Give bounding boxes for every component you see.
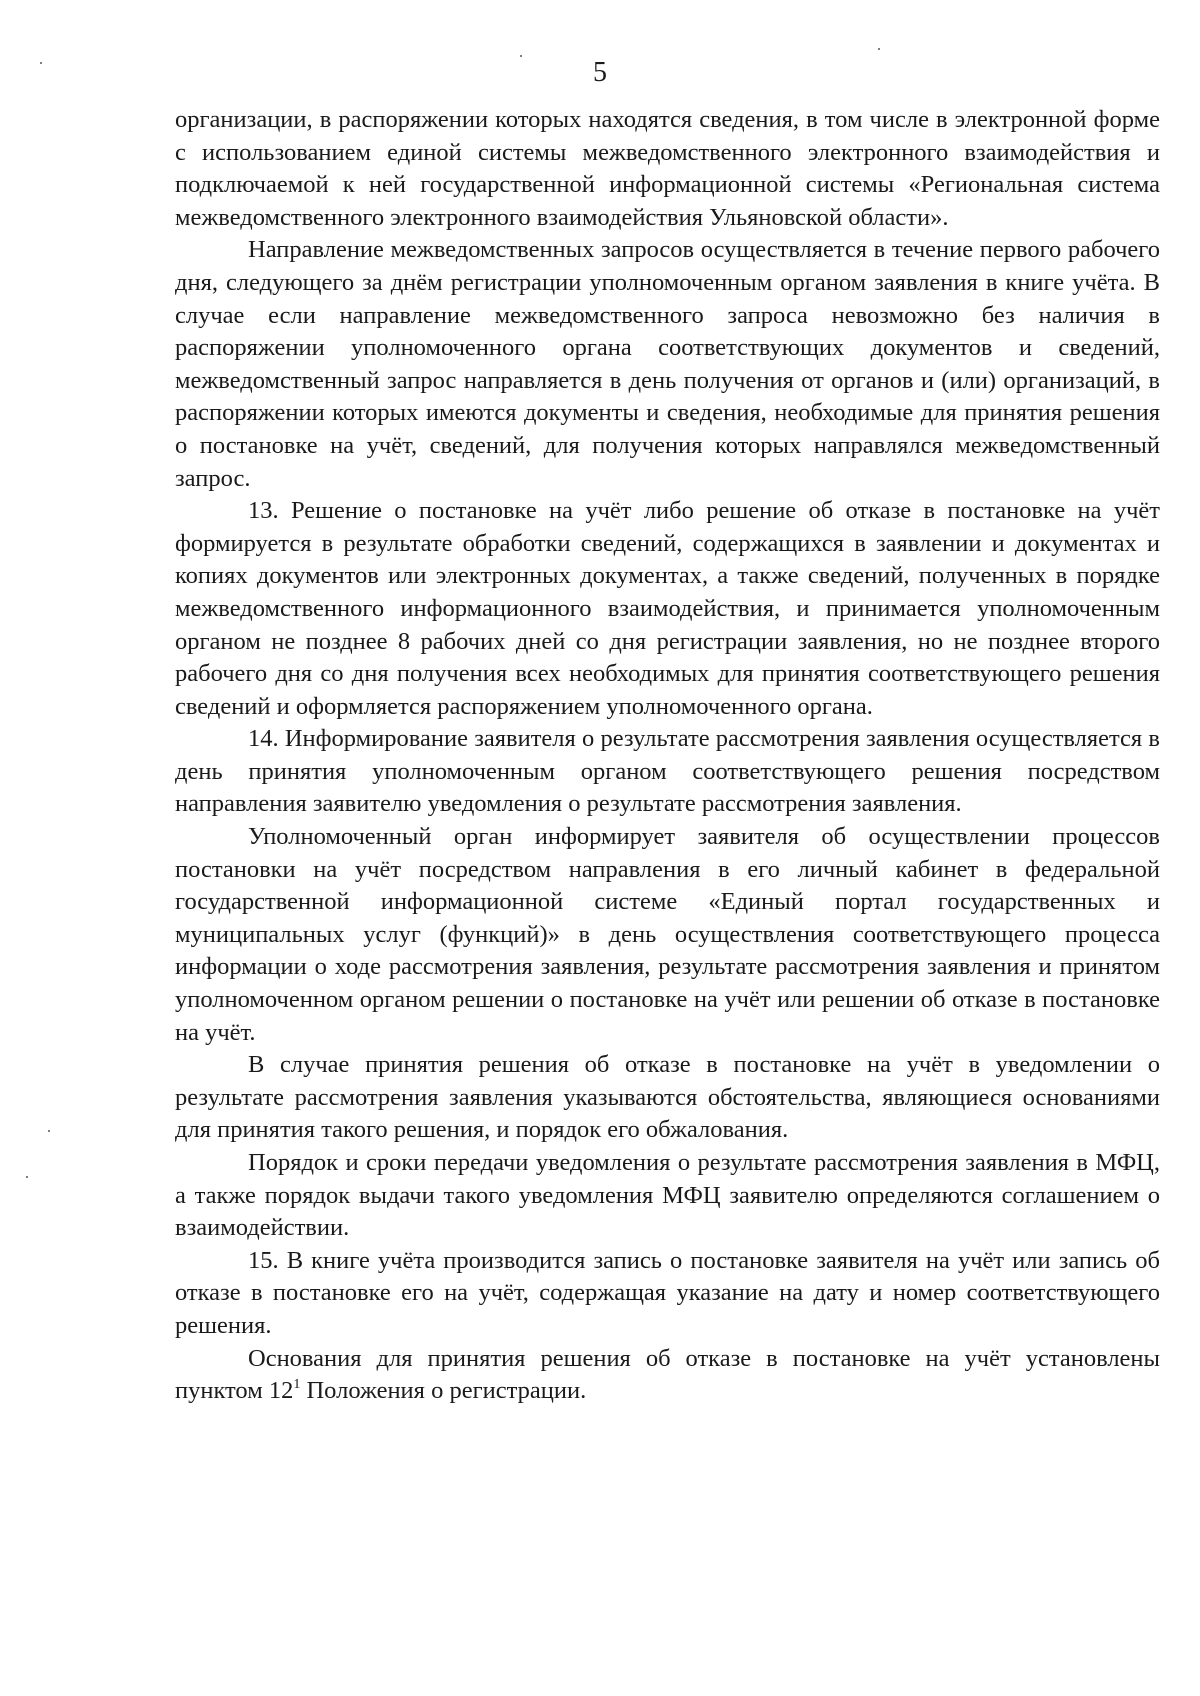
scan-speck — [48, 1130, 50, 1132]
paragraph-continuation: организации, в распоряжении которых находятся сведения, в том числе в электронной форме с использованием единой системы межведомственного электронного взаимодействия и подключаемой к ней государственной информационной системы «Региональная система межведомственного электронного взаимодействия Ульяновской области». — [175, 106, 1160, 231]
paragraph-interagency-requests: Направление межведомственных запросов осуществляется в течение первого рабочего дня, следующего за днём регистрации уполномоченным органом заявления в книге учёта. В случае если направление межведомственного запроса невозможно без наличия в распоряжении уполномоченного органа соответствующих документов и сведений, межведомственный запрос направляется в день получения от органов и (или) организаций, в распоряжении которых имеются документы и сведения, необходимые для принятия решения о постановке на учёт, сведений, для получения которых направлялся межведомственный запрос. — [175, 236, 1160, 492]
page-number: 5 — [593, 57, 607, 88]
paragraph-refusal-notice: В случае принятия решения об отказе в постановке на учёт в уведомлении о результате рассмотрения заявления указываются обстоятельства, являющиеся основаниями для принятия такого решения, и порядок его обжалования. — [175, 1051, 1160, 1144]
scan-speck — [26, 1176, 28, 1178]
paragraph-refusal-grounds — [175, 1343, 1160, 1408]
paragraph-mfc-procedure: Порядок и сроки передачи уведомления о результате рассмотрения заявления в МФЦ, а также порядок выдачи такого уведомления МФЦ заявителю определяются соглашением о взаимодействии. — [175, 1149, 1160, 1242]
paragraph-14: 14. Информирование заявителя о результате рассмотрения заявления осуществляется в день принятия уполномоченным органом соответствующего решения посредством направления заявителю уведомления о результате рассмотрения заявления. — [175, 725, 1160, 818]
document-body — [175, 104, 1160, 1408]
paragraph-informing-applicant: Уполномоченный орган информирует заявителя об осуществлении процессов постановки на учёт посредством направления в его личный кабинет в федеральной государственной информационной системе «Единый портал государственных и муниципальных услуг (функций)» в день осуществления соответствующего процесса информации о ходе рассмотрения заявления, результате рассмотрения заявления и принятом уполномоченном органом решении о постановке на учёт или решении об отказе в постановке на учёт. — [175, 823, 1160, 1046]
scan-speck — [520, 55, 522, 57]
grounds-text-after: Положения о регистрации. — [300, 1377, 587, 1405]
footnote-superscript: 1 — [293, 1377, 301, 1393]
paragraph-13: 13. Решение о постановке на учёт либо решение об отказе в постановке на учёт формируется в результате обработки сведений, содержащихся в заявлении и документах и копиях документов или электронных документах, а также сведений, полученных в порядке межведомственного информационного взаимодействия, и принимается уполномоченным органом не позднее 8 рабочих дней со дня регистрации заявления, но не позднее второго рабочего дня со дня получения всех необходимых для принятия соответствующего решения сведений и оформляется распоряжением уполномоченного органа. — [175, 497, 1160, 720]
paragraph-15: 15. В книге учёта производится запись о постановке заявителя на учёт или запись об отказе в постановке его на учёт, содержащая указание на дату и номер соответствующего решения. — [175, 1246, 1160, 1339]
scan-speck — [878, 48, 880, 50]
grounds-text-before: Основания для принятия решения об отказе в постановке на учёт установлены пунктом 12 — [175, 1344, 1160, 1405]
scan-speck — [40, 62, 42, 64]
